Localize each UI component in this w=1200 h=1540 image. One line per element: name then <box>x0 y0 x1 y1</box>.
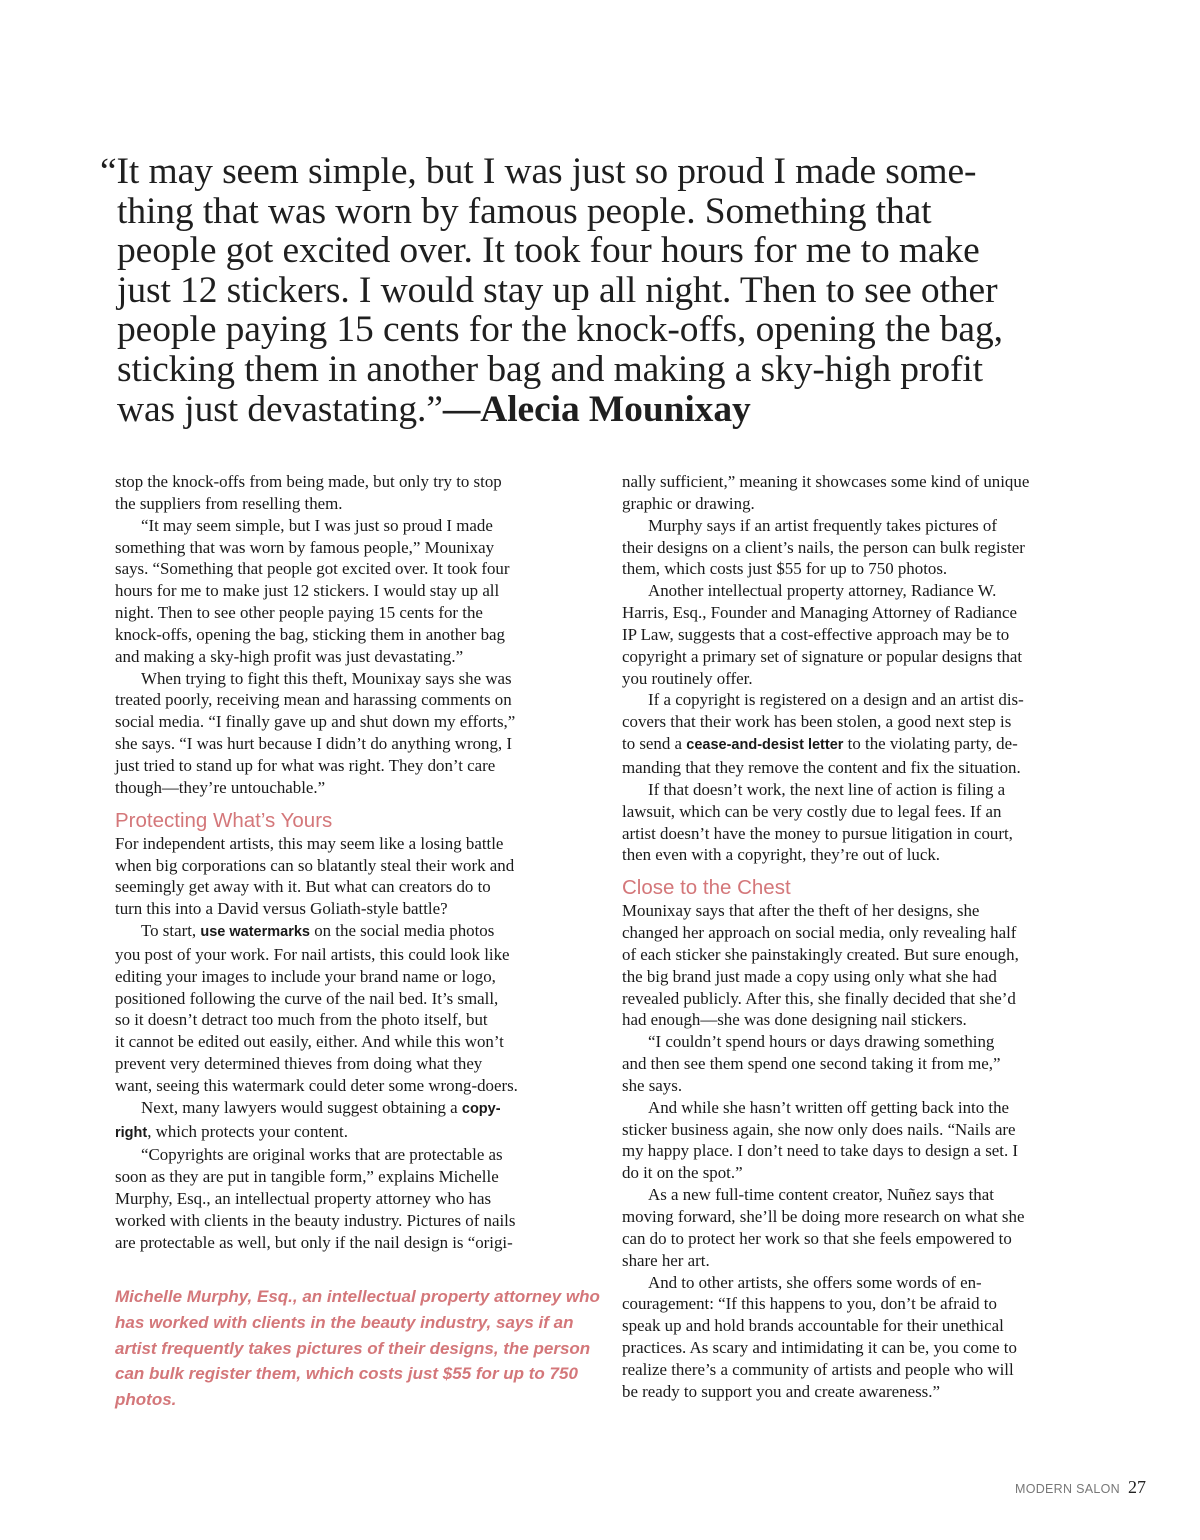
paragraph <box>622 900 1114 1031</box>
paragraph <box>622 471 1114 515</box>
text-line: And to other artists, she offers some words of en- <box>648 1272 982 1292</box>
text-line: so it doesn’t detract too much from the photo itself, but <box>115 1010 488 1030</box>
text-run: to the violating party, de- <box>843 734 1018 754</box>
keyword-highlight: right <box>115 1124 148 1141</box>
text-line: Harris, Esq., Founder and Managing Attorney of Radiance <box>622 603 1017 623</box>
pull-quote-line: “It may seem simple, but I was just so proud I made some- <box>100 151 977 192</box>
pull-quote-line: people got excited over. It took four hours for me to make <box>117 230 980 272</box>
text-line: nally sufficient,” meaning it showcases some kind of unique <box>622 472 1030 491</box>
left-column <box>115 471 605 1254</box>
text-line: “I couldn’t spend hours or days drawing something <box>648 1032 995 1052</box>
pull-quote-line: people paying 15 cents for the knock-offs, opening the bag, <box>117 309 1003 351</box>
text-line: If a copyright is registered on a design and an artist dis- <box>648 690 1024 710</box>
text-run: to send a <box>622 734 687 754</box>
pull-quote <box>100 152 1100 429</box>
text-line: positioned following the curve of the nail bed. It’s small, <box>115 988 499 1008</box>
text-line: them, which costs just $55 for up to 750 photos. <box>622 559 948 579</box>
text-line: want, seeing this watermark could deter some wrong-doers. <box>115 1075 518 1095</box>
paragraph <box>115 920 605 1097</box>
text-run: To start, <box>141 921 201 941</box>
pull-quote-attribution: —Alecia Mounixay <box>442 388 751 430</box>
text-line: graphic or drawing. <box>622 493 755 513</box>
text-line: can do to protect her work so that she feels empowered to <box>622 1228 1012 1248</box>
text-line: If that doesn’t work, the next line of action is filing a <box>648 779 1006 799</box>
text-line: seemingly get away with it. But what can creators do to <box>115 877 491 897</box>
text-line: Murphy says if an artist frequently takes pictures of <box>648 515 997 535</box>
text-line: do it on the spot.” <box>622 1163 743 1183</box>
text-line: lawsuit, which can be very costly due to legal fees. If an <box>622 801 1002 821</box>
right-column <box>622 471 1114 1403</box>
pull-quote-line: sticking them in another bag and making a sky-high profit <box>117 348 983 390</box>
section-heading: Close to the Chest <box>622 876 791 900</box>
text-line: the suppliers from reselling them. <box>115 493 343 513</box>
text-line: prevent very determined thieves from doing what they <box>115 1054 483 1074</box>
text-line: For independent artists, this may seem like a losing battle <box>115 833 504 853</box>
text-run: on the social media photos <box>309 921 495 941</box>
text-line: “It may seem simple, but I was just so proud I made <box>141 515 493 535</box>
text-line: covers that their work has been stolen, a good next step is <box>622 712 1012 732</box>
section-heading: Protecting What’s Yours <box>115 808 333 832</box>
text-line: turn this into a David versus Goliath-style battle? <box>115 899 448 919</box>
text-line: copyright a primary set of signature or popular designs that <box>622 646 1023 666</box>
text-line: night. Then to see other people paying 15 cents for the <box>115 603 483 623</box>
text-line <box>115 1097 605 1121</box>
text-line: share her art. <box>622 1250 710 1270</box>
text-line: and making a sky-high profit was just devastating.” <box>115 646 464 666</box>
text-line: my happy place. I don’t need to take days to design a set. I <box>622 1141 1019 1161</box>
text-line: you post of your work. For nail artists, this could look like <box>115 944 510 964</box>
text-line: the big brand just made a copy using only what she had <box>622 966 997 986</box>
text-line: sticker business again, she now only does nails. “Nails are <box>622 1119 1016 1139</box>
text-line <box>622 733 1114 757</box>
text-line: then even with a copyright, they’re out of luck. <box>622 845 941 865</box>
text-line: when big corporations can so blatantly steal their work and <box>115 855 515 875</box>
text-line: hours for me to make just 12 stickers. I would stay up all <box>115 581 500 601</box>
text-line <box>115 1121 605 1145</box>
text-line: And while she hasn’t written off getting back into the <box>648 1097 1010 1117</box>
text-line: stop the knock-offs from being made, but only try to stop <box>115 472 502 491</box>
paragraph <box>622 515 1114 581</box>
text-line: Mounixay says that after the theft of her designs, she <box>622 901 980 921</box>
paragraph <box>622 689 1114 778</box>
text-line: knock-offs, opening the bag, sticking them in another bag <box>115 624 505 644</box>
text-line: couragement: “If this happens to you, don’t be afraid to <box>622 1294 997 1314</box>
publication-name: MODERN SALON <box>1014 1482 1120 1496</box>
paragraph <box>622 1097 1114 1184</box>
text-line: worked with clients in the beauty industry. Pictures of nails <box>115 1211 516 1230</box>
text-line: IP Law, suggests that a cost-effective approach may be to <box>622 624 1010 644</box>
pull-quote-line: just 12 stickers. I would stay up all night. Then to see other <box>117 269 998 311</box>
paragraph <box>115 1144 605 1253</box>
keyword-highlight: copy- <box>461 1100 501 1117</box>
photo-caption: Michelle Murphy, Esq., an intellectual property attorney who has worked with clients in the beauty industry, says if an artist frequently takes pictures of their designs, the person can bulk register them, which costs just $55 for up to 750 photos. <box>115 1287 600 1410</box>
text-line: social media. “I finally gave up and shut down my efforts,” <box>115 712 516 732</box>
text-line: had enough—she was done designing nail stickers. <box>622 1010 967 1030</box>
text-line: and then see them spend one second taking it from me,” <box>622 1054 1001 1074</box>
paragraph <box>622 779 1114 866</box>
text-line: she says. <box>622 1075 683 1095</box>
text-line: you routinely offer. <box>622 668 753 688</box>
text-line: As a new full-time content creator, Nuñez says that <box>648 1185 994 1205</box>
text-line: speak up and hold brands accountable for their unethical <box>622 1316 1004 1336</box>
text-line: something that was worn by famous people,” Mounixay <box>115 537 495 557</box>
text-run: , which protects your content. <box>147 1121 348 1141</box>
text-line: says. “Something that people got excited over. It took four <box>115 559 510 579</box>
text-line: though—they’re untouchable.” <box>115 777 326 797</box>
paragraph <box>115 1097 605 1145</box>
text-line: it cannot be edited out easily, either. And while this won’t <box>115 1032 504 1052</box>
text-line: practices. As scary and intimidating it can be, you come to <box>622 1338 1017 1358</box>
text-line: just tried to stand up for what was right. They don’t care <box>115 755 496 775</box>
page-number: 27 <box>1128 1477 1146 1497</box>
paragraph <box>115 471 605 515</box>
text-line: of each sticker she painstakingly created. But sure enough, <box>622 944 1019 964</box>
text-line: manding that they remove the content and fix the situation. <box>622 757 1021 777</box>
text-line: changed her approach on social media, only revealing half <box>622 923 1017 943</box>
pull-quote-line: was just devastating.” <box>117 388 443 430</box>
text-line: be ready to support you and create awareness.” <box>622 1381 940 1401</box>
text-line: Murphy, Esq., an intellectual property attorney who has <box>115 1189 492 1209</box>
text-line: Another intellectual property attorney, Radiance W. <box>648 581 997 601</box>
text-line: editing your images to include your brand name or logo, <box>115 966 496 986</box>
text-line: their designs on a client’s nails, the person can bulk register <box>622 537 1025 557</box>
pull-quote-last-line <box>100 390 1100 430</box>
paragraph <box>622 580 1114 689</box>
text-line: realize there’s a community of artists and people who will <box>622 1359 1014 1379</box>
keyword-highlight: use watermarks <box>200 924 310 941</box>
pull-quote-line: thing that was worn by famous people. Something that <box>117 190 932 232</box>
text-line <box>115 920 605 944</box>
page-footer <box>1015 1477 1146 1498</box>
paragraph <box>622 1272 1114 1403</box>
text-line: soon as they are put in tangible form,” explains Michelle <box>115 1167 499 1187</box>
text-line: treated poorly, receiving mean and harassing comments on <box>115 690 512 710</box>
paragraph <box>622 1184 1114 1271</box>
text-line: are protectable as well, but only if the nail design is “origi- <box>115 1232 513 1252</box>
text-line: artist doesn’t have the money to pursue litigation in court, <box>622 823 1013 843</box>
paragraph <box>622 1031 1114 1097</box>
text-line: When trying to fight this theft, Mounixay says she was <box>141 668 512 688</box>
text-line: “Copyrights are original works that are protectable as <box>141 1145 503 1165</box>
paragraph <box>115 668 605 799</box>
text-line: revealed publicly. After this, she finally decided that she’d <box>622 988 1016 1008</box>
paragraph <box>115 515 605 668</box>
text-line: she says. “I was hurt because I didn’t do anything wrong, I <box>115 734 512 754</box>
text-line: moving forward, she’ll be doing more research on what she <box>622 1207 1025 1226</box>
text-run: Next, many lawyers would suggest obtaining a <box>141 1097 462 1117</box>
paragraph <box>115 833 605 920</box>
keyword-highlight: cease-and-desist letter <box>686 737 844 754</box>
